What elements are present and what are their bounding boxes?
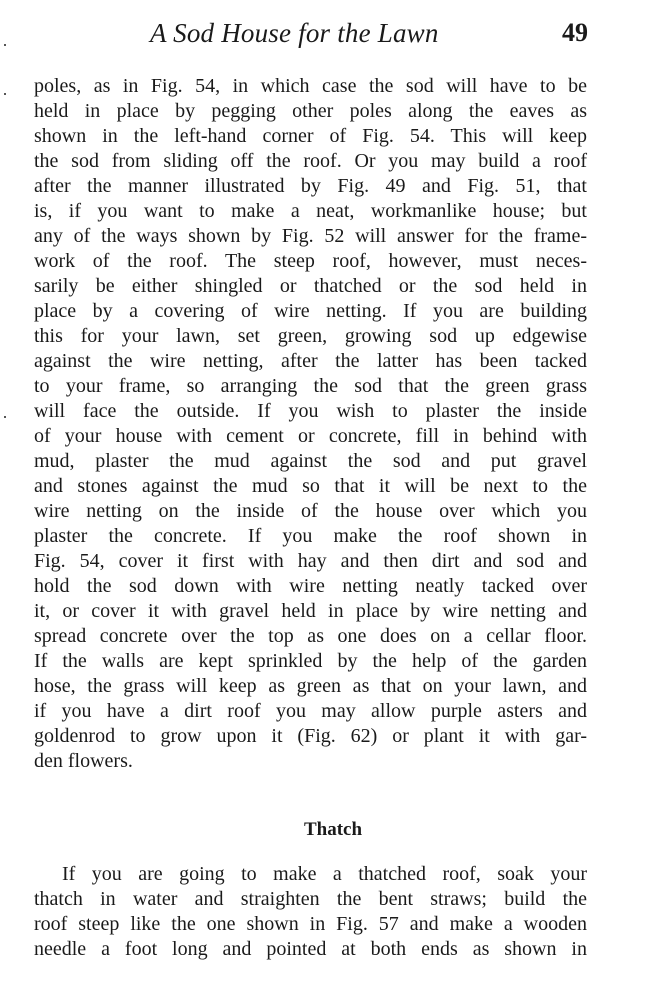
text-line: the sod from sliding off the roof. Or you may build a roof	[34, 150, 587, 172]
text-line: roof steep like the one shown in Fig. 57 and make a wooden	[34, 913, 587, 935]
margin-mark	[4, 93, 6, 95]
text-line: this for your lawn, set green, growing sod up edgewise	[34, 325, 587, 347]
section-heading: Thatch	[303, 819, 363, 840]
text-line: needle a foot long and pointed at both ends as shown in	[34, 938, 587, 960]
page-number: 49	[562, 18, 588, 47]
text-line: place by a covering of wire netting. If you are building	[34, 300, 587, 322]
text-line: goldenrod to grow upon it (Fig. 62) or plant it with gar-	[34, 725, 587, 747]
text-line: mud, plaster the mud against the sod and put gravel	[34, 450, 587, 472]
text-line: if you have a dirt roof you may allow purple asters and	[34, 700, 587, 722]
text-line: hold the sod down with wire netting neatly tacked over	[34, 575, 587, 597]
text-line: poles, as in Fig. 54, in which case the sod will have to be	[34, 75, 587, 97]
text-line: and stones against the mud so that it will be next to the	[34, 475, 587, 497]
text-line: hose, the grass will keep as green as that on your lawn, and	[34, 675, 587, 697]
text-line: held in place by pegging other poles along the eaves as	[34, 100, 587, 122]
running-header	[0, 18, 666, 54]
text-line: it, or cover it with gravel held in place by wire netting and	[34, 600, 587, 622]
text-line: If the walls are kept sprinkled by the help of the garden	[34, 650, 587, 672]
text-line: Fig. 54, cover it first with hay and then dirt and sod and	[34, 550, 587, 572]
text-line: after the manner illustrated by Fig. 49 and Fig. 51, that	[34, 175, 587, 197]
text-line: will face the outside. If you wish to plaster the inside	[34, 400, 587, 422]
text-line: If you are going to make a thatched roof, soak your	[62, 863, 587, 885]
running-title: A Sod House for the Lawn	[150, 18, 439, 48]
text-line: shown in the left-hand corner of Fig. 54. This will keep	[34, 125, 587, 147]
margin-mark	[4, 44, 6, 46]
text-line: spread concrete over the top as one does on a cellar floor.	[34, 625, 587, 647]
text-line: any of the ways shown by Fig. 52 will answer for the frame-	[34, 225, 587, 247]
text-line: is, if you want to make a neat, workmanlike house; but	[34, 200, 587, 222]
margin-mark	[4, 416, 6, 418]
text-line: plaster the concrete. If you make the roof shown in	[34, 525, 587, 547]
text-line: thatch in water and straighten the bent straws; build the	[34, 888, 587, 910]
text-line: work of the roof. The steep roof, however, must neces-	[34, 250, 587, 272]
text-line: of your house with cement or concrete, fill in behind with	[34, 425, 587, 447]
text-line: against the wire netting, after the latter has been tacked	[34, 350, 587, 372]
text-line: sarily be either shingled or thatched or the sod held in	[34, 275, 587, 297]
text-line: to your frame, so arranging the sod that the green grass	[34, 375, 587, 397]
text-line: wire netting on the inside of the house over which you	[34, 500, 587, 522]
text-line: den flowers.	[34, 750, 133, 772]
